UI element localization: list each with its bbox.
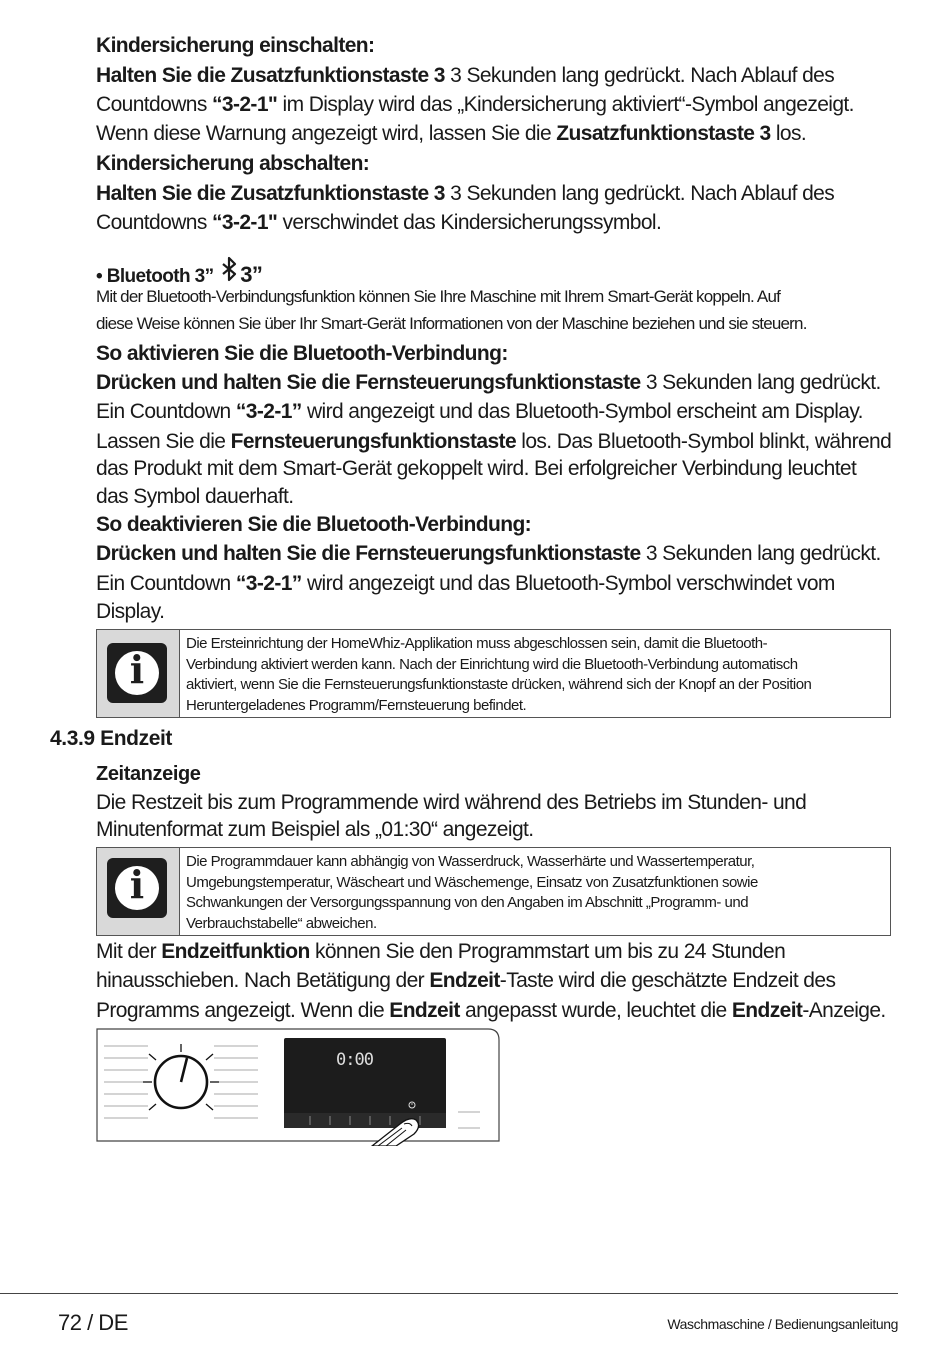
child-lock-on-line-1: Halten Sie die Zusatzfunktionstaste 3 3 Sekunden lang gedrückt. Nach Ablauf des [96, 64, 835, 87]
bluetooth-deactivate-line-2: Ein Countdown “3-2-1” wird angezeigt und das Bluetooth-Symbol verschwindet vom [96, 572, 835, 595]
bluetooth-deactivate-line-3: Display. [96, 600, 165, 623]
endzeit-line-1: Mit der Endzeitfunktion können Sie den Programmstart um bis zu 24 Stunden [96, 940, 786, 963]
endzeit-line-2: hinausschieben. Nach Betätigung der Endzeit-Taste wird die geschätzte Endzeit des [96, 969, 836, 992]
bluetooth-activate-line-5: das Symbol dauerhaft. [96, 485, 294, 508]
bluetooth-deactivate-heading: So deaktivieren Sie die Bluetooth-Verbindung: [96, 513, 532, 536]
note-text: Die Ersteinrichtung der HomeWhiz-Applikation muss abgeschlossen sein, damit die Bluetooth- Verbindung aktiviert werden kann. Nach der Einrichtung wird die Bluetooth-Verbindung automatisch aktiviert, wenn Sie die Fernsteuerungsfunktionstaste drücken, während sich der Knopf an der Position Heruntergeladenes Programm/Fernsteuerung befindet. [186, 635, 812, 714]
bluetooth-activate-heading: So aktivieren Sie die Bluetooth-Verbindung: [96, 342, 508, 365]
child-lock-on-line-3: Wenn diese Warnung angezeigt wird, lassen Sie die Zusatzfunktionstaste 3 los. [96, 122, 807, 145]
bluetooth-activate-line-2: Ein Countdown “3-2-1” wird angezeigt und das Bluetooth-Symbol erscheint am Display. [96, 400, 863, 423]
info-note-bluetooth [96, 629, 891, 718]
bluetooth-title: • Bluetooth 3” 3” [96, 256, 262, 291]
page-number: 72 / DE [58, 1310, 128, 1335]
bluetooth-intro-line-1: Mit der Bluetooth-Verbindungsfunktion können Sie Ihre Maschine mit Ihrem Smart-Gerät koppeln. Auf [96, 287, 781, 306]
child-lock-on-heading: Kindersicherung einschalten: [96, 34, 375, 57]
child-lock-off-heading: Kindersicherung abschalten: [96, 152, 370, 175]
child-lock-off-line-1: Halten Sie die Zusatzfunktionstaste 3 3 Sekunden lang gedrückt. Nach Ablauf des [96, 182, 835, 205]
child-lock-on-line-2: Countdowns “3-2-1" im Display wird das „Kindersicherung aktiviert“-Symbol angezeigt. [96, 93, 854, 116]
bluetooth-activate-line-3: Lassen Sie die Fernsteuerungsfunktionstaste los. Das Bluetooth-Symbol blinkt, während [96, 430, 892, 453]
sub-heading: Zeitanzeige [96, 763, 201, 785]
note-text: Die Programmdauer kann abhängig von Wasserdruck, Wasserhärte und Wassertemperatur, Umgebungstemperatur, Wäscheart und Wäschemenge, Einsatz von Zusatzfunktionen sowie Schwankungen der Versorgungsspannung von den Angaben im Abschnitt „Programm- und Verbrauchstabelle“ abweichen. [186, 853, 758, 932]
bluetooth-icon [220, 256, 240, 284]
control-panel-illustration [96, 1028, 500, 1146]
section-title: 4.3.9 Endzeit [50, 727, 173, 750]
child-lock-off-line-2: Countdowns “3-2-1" verschwindet das Kindersicherungssymbol. [96, 211, 662, 234]
endzeit-line-3: Programms angezeigt. Wenn die Endzeit angepasst wurde, leuchtet die Endzeit-Anzeige. [96, 999, 886, 1022]
bluetooth-activate-line-1: Drücken und halten Sie die Fernsteuerungsfunktionstaste 3 Sekunden lang gedrückt. [96, 371, 881, 394]
time-display-line-2: Minutenformat zum Beispiel als „01:30“ angezeigt. [96, 818, 534, 841]
document-title: Waschmaschine / Bedienungsanleitung [667, 1316, 898, 1332]
bluetooth-activate-line-4: das Produkt mit dem Smart-Gerät gekoppelt wird. Bei erfolgreicher Verbindung leuchtet [96, 457, 857, 480]
time-display-line-1: Die Restzeit bis zum Programmende wird während des Betriebs im Stunden- und [96, 791, 807, 814]
info-icon: i [107, 858, 167, 918]
bluetooth-intro-line-2: diese Weise können Sie über Ihr Smart-Gerät Informationen von der Maschine beziehen und sie steuern. [96, 314, 807, 333]
footer-rule [0, 1293, 898, 1294]
bold-text: Halten Sie die Zusatzfunktionstaste 3 [96, 64, 445, 87]
info-icon: i [107, 643, 167, 703]
bluetooth-deactivate-line-1: Drücken und halten Sie die Fernsteuerungsfunktionstaste 3 Sekunden lang gedrückt. [96, 542, 881, 565]
info-note-duration [96, 847, 891, 936]
display-readout: 0:00 [336, 1050, 373, 1070]
